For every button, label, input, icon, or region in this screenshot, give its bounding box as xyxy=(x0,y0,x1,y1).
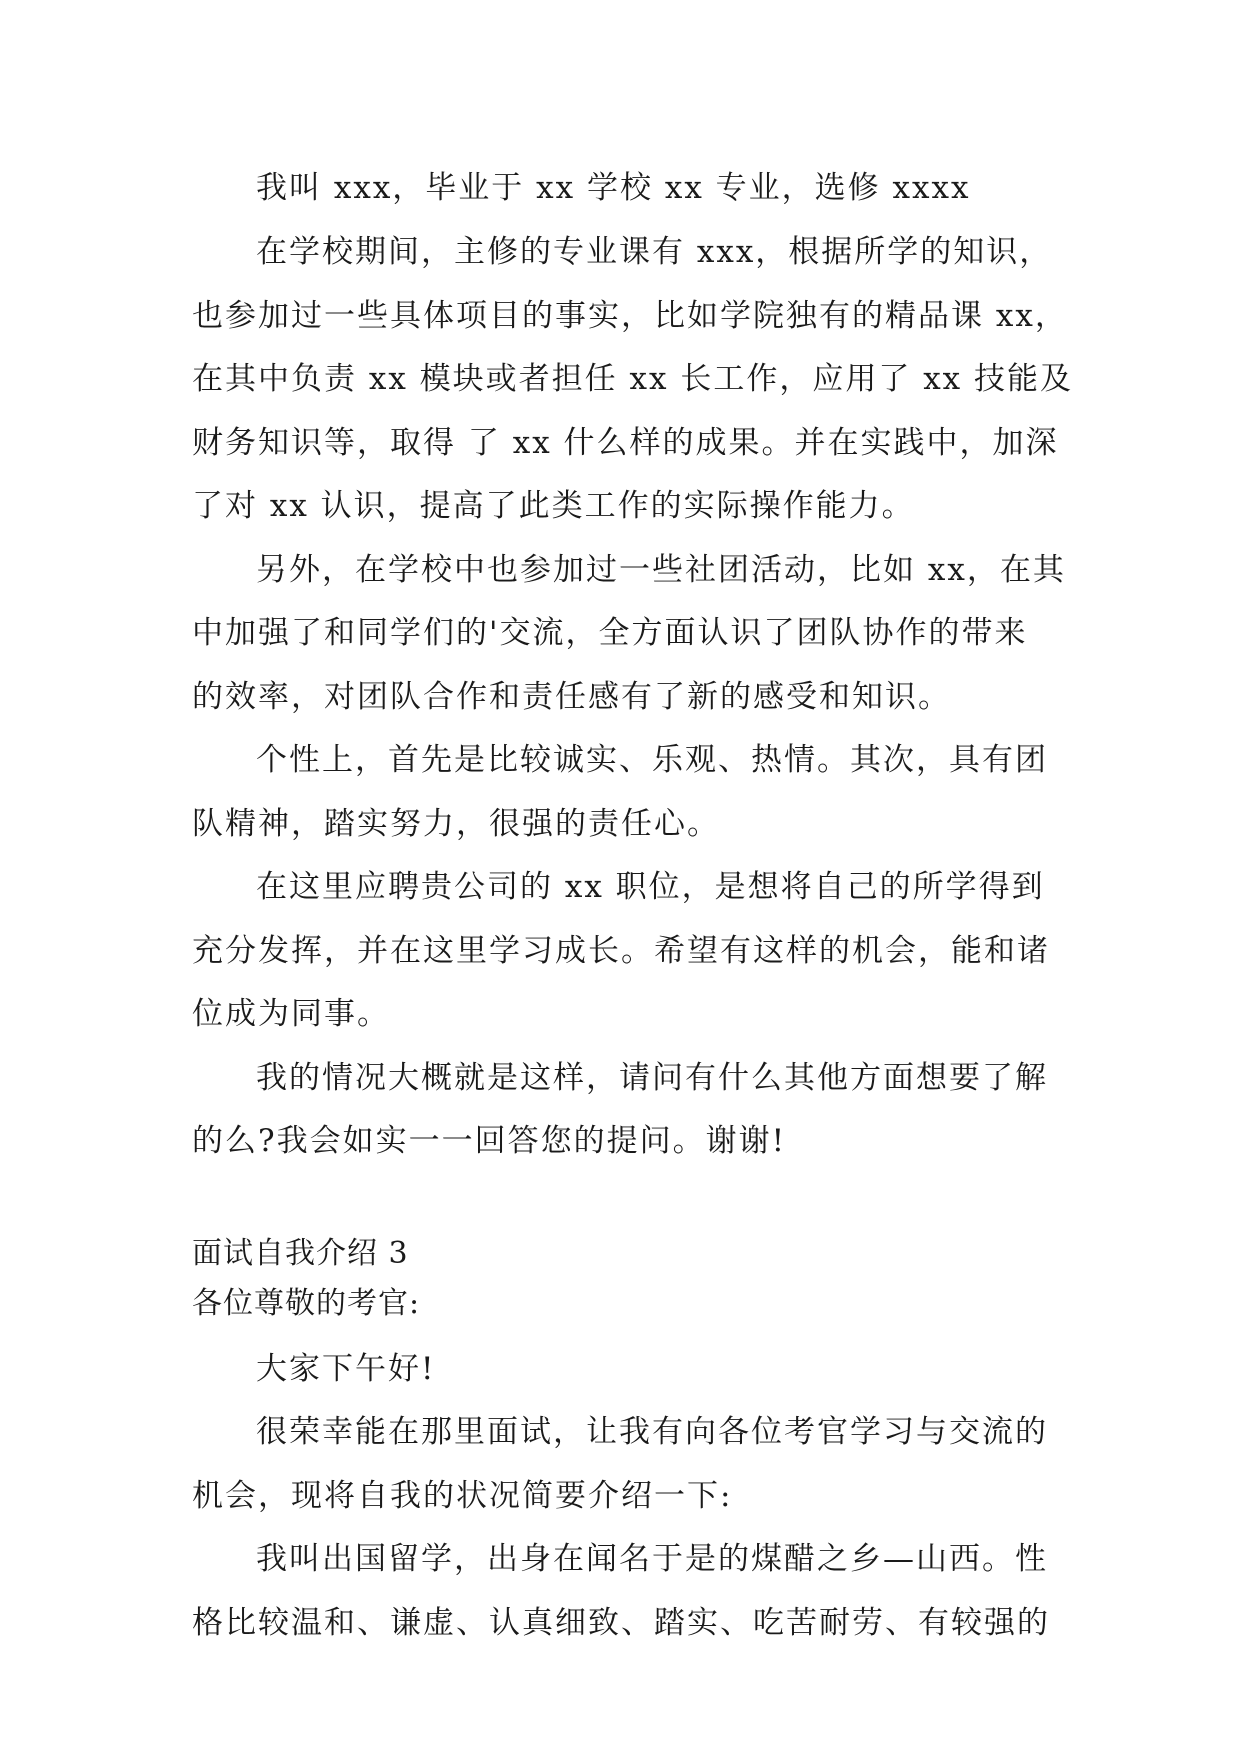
paragraph-line: 在其中负责 xx 模块或者担任 xx 长工作，应用了 xx 技能及 xyxy=(192,361,1074,397)
paragraph-line: 了对 xx 认识，提高了此类工作的实际操作能力。 xyxy=(192,488,915,524)
paragraph-line: 位成为同事。 xyxy=(192,996,390,1032)
paragraph-line: 我叫出国留学，出身在闻名于是的煤醋之乡—山西。性 xyxy=(256,1541,1048,1577)
paragraph-line: 也参加过一些具体项目的事实，比如学院独有的精品课 xx， xyxy=(192,298,1068,334)
paragraph-line: 的效率，对团队合作和责任感有了新的感受和知识。 xyxy=(192,679,951,715)
paragraph-line: 机会，现将自我的状况简要介绍一下: xyxy=(192,1478,733,1514)
paragraph-line: 个性上，首先是比较诚实、乐观、热情。其次，具有团 xyxy=(256,742,1048,778)
paragraph-line: 很荣幸能在那里面试，让我有向各位考官学习与交流的 xyxy=(256,1414,1048,1450)
paragraph-line: 大家下午好! xyxy=(256,1351,436,1387)
paragraph-line: 的么?我会如实一一回答您的提问。谢谢! xyxy=(192,1123,787,1159)
section-heading: 面试自我介绍 3 xyxy=(192,1236,409,1271)
paragraph-line: 在这里应聘贵公司的 xx 职位，是想将自己的所学得到 xyxy=(256,869,1045,905)
paragraph-line: 我的情况大概就是这样，请问有什么其他方面想要了解 xyxy=(256,1060,1048,1096)
paragraph-line: 另外，在学校中也参加过一些社团活动，比如 xx，在其 xyxy=(256,552,1066,588)
paragraph-line: 我叫 xxx，毕业于 xx 学校 xx 专业，选修 xxxx xyxy=(256,170,971,206)
paragraph-line: 中加强了和同学们的'交流，全方面认识了团队协作的带来 xyxy=(192,615,1028,651)
paragraph-line: 格比较温和、谦虚、认真细致、踏实、吃苦耐劳、有较强的 xyxy=(192,1605,1050,1641)
salutation: 各位尊敬的考官: xyxy=(192,1286,421,1321)
paragraph-line: 在学校期间，主修的专业课有 xxx，根据所学的知识， xyxy=(256,234,1053,270)
paragraph-line: 充分发挥，并在这里学习成长。希望有这样的机会，能和诸 xyxy=(192,933,1050,969)
paragraph-line: 财务知识等，取得 了 xx 什么样的成果。并在实践中，加深 xyxy=(192,425,1059,461)
paragraph-line: 队精神，踏实努力，很强的责任心。 xyxy=(192,806,720,842)
